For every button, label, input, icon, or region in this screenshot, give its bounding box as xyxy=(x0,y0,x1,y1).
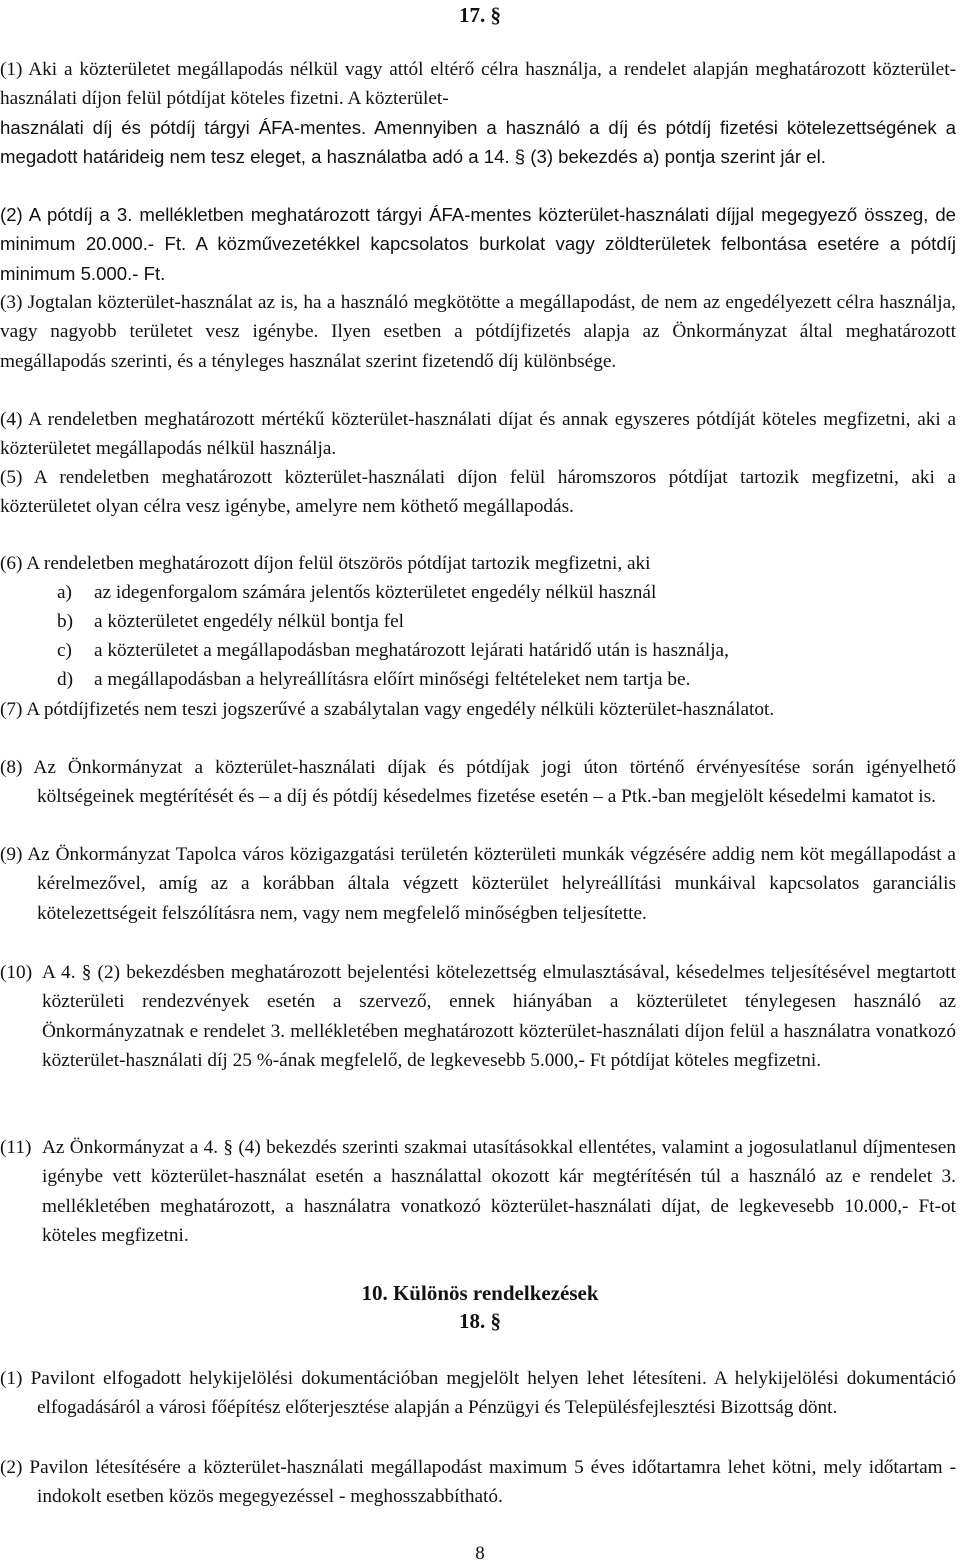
page-number: 8 xyxy=(475,1543,485,1564)
s17-paragraph-7: (7) A pótdíjfizetés nem teszi jogszerűvé a szabálytalan vagy engedély nélküli közterület-használatot. xyxy=(0,699,775,720)
paragraph-10-number: (10) xyxy=(0,962,33,983)
s17-paragraph-1: (1) Aki a közterületet megállapodás nélkül vagy attól eltérő célra használja, a rendelet alapján meghatározott közterület-használati díjon felül pótdíjat köteles fizetni. A közterület- xyxy=(0,59,956,110)
s17-paragraph-2: (2) A pótdíj a 3. mellékletben meghatározott tárgyi ÁFA-mentes közterület-használati díjjal megegyező összeg, de minimum 20.000.- Ft. A közművezetékkel kapcsolatos burkolat vagy zöldterületek felbontása esetére a pótdíj minimum 5.000.- Ft. xyxy=(0,204,956,284)
s17-paragraph-9: (9) Az Önkormányzat Tapolca város közigazgatási területén közterületi munkák végzésére addig nem köt megállapodást a kérelmezővel, amíg az a korábban általa végzett közterület helyreállítási munkáival kapcsolatos garanciális kötelezettségeit felszólításra nem, vagy nem megfelelő minőségben teljesítette. xyxy=(0,844,956,924)
s17-paragraph-6: (6) A rendeletben meghatározott díjon felül ötszörös pótdíjat tartozik megfizetni, aki xyxy=(0,553,651,574)
s17-paragraph-11: (11) Az Önkormányzat a 4. § (4) bekezdés szerinti szakmai utasításokkal ellentétes, valamint a jogosulatlanul díjmentesen igénybe vett közterület-használat esetén a használattal okozott kár megtérítésén túl a használó az e rendelet 3. mellékletében meghatározott, a használatra vonatkozó közterület-használati díjat, de legkevesebb 10.000,- Ft-ot köteles megfizetni. xyxy=(0,1133,956,1250)
section-18-heading: 18. § xyxy=(459,1309,501,1333)
list-item-b: b) a közterületet engedély nélkül bontja fel xyxy=(57,611,404,632)
paragraph-11-number: (11) xyxy=(0,1137,32,1158)
s18-paragraph-1: (1) Pavilont elfogadott helykijelölési dokumentációban megjelölt helyen lehet létesíteni. A helykijelölési dokumentáció elfogadásáról a városi főépítész előterjesztése alapján a Pénzügyi és Településfejlesztési Bizottság dönt. xyxy=(0,1368,956,1419)
s17-paragraph-5: (5) A rendeletben meghatározott közterület-használati díjon felül háromszoros pótdíjat tartozik megfizetni, aki a közterületet olyan célra vesz igénybe, amelyre nem köthető megállapodás. xyxy=(0,467,956,518)
chapter-10-title: 10. Különös rendelkezések xyxy=(361,1281,599,1305)
s17-paragraph-10: (10) A 4. § (2) bekezdésben meghatározott bejelentési kötelezettség elmulasztásával, késedelmes teljesítésével megtartott közterületi rendezvények esetén a szervező, ennek hiányában a közterületet ténylegesen használó az Önkormányzatnak e rendelet 3. mellékletében meghatározott közterület-használati díjon felül a használatra vonatkozó közterület-használati díj 25 %-ának megfelelő, de legkevesebb 5.000,- Ft pótdíjat köteles megfizetni. xyxy=(0,958,956,1075)
section-17-heading: 17. § xyxy=(459,3,501,27)
s18-paragraph-2: (2) Pavilon létesítésére a közterület-használati megállapodást maximum 5 éves időtartamra lehet kötni, mely időtartam - indokolt esetben közös megegyezéssel - meghosszabbítható. xyxy=(0,1457,956,1508)
s17-paragraph-4: (4) A rendeletben meghatározott mértékű közterület-használati díjat és annak egyszeres pótdíját köteles megfizetni, aki a közterületet megállapodás nélkül használja. xyxy=(0,409,956,460)
s17-paragraph-1-cont: használati díj és pótdíj tárgyi ÁFA-mentes. Amennyiben a használó a díj és pótdíj fizetési kötelezettségének a megadott határideig nem tesz eleget, a használatba adó a 14. § (3) bekezdés a) pontja szerint jár el. xyxy=(0,117,956,168)
s17-paragraph-8: (8) Az Önkormányzat a közterület-használati díjak és pótdíjak jogi úton történő érvényesítése során igényelhető költségeinek megtérítését és – a díj és pótdíj késedelmes fizetése esetén – a Ptk.-ban megjelölt késedelmi kamatot is. xyxy=(0,757,956,808)
list-item-d: d) a megállapodásban a helyreállításra előírt minőségi feltételeket nem tartja be. xyxy=(57,669,691,690)
list-item-a: a) az idegenforgalom számára jelentős közterületet engedély nélkül használ xyxy=(57,582,657,603)
list-item-c: c) a közterületet a megállapodásban meghatározott lejárati határidő után is használja, xyxy=(57,640,729,661)
s17-paragraph-3: (3) Jogtalan közterület-használat az is, ha a használó megkötötte a megállapodást, de nem az engedélyezett célra használja, vagy nagyobb területet vesz igénybe. Ilyen esetben a pótdíjfizetés alapja az Önkormányzat által meghatározott megállapodás szerinti, és a tényleges használat szerint fizetendő díj különbsége. xyxy=(0,292,956,372)
